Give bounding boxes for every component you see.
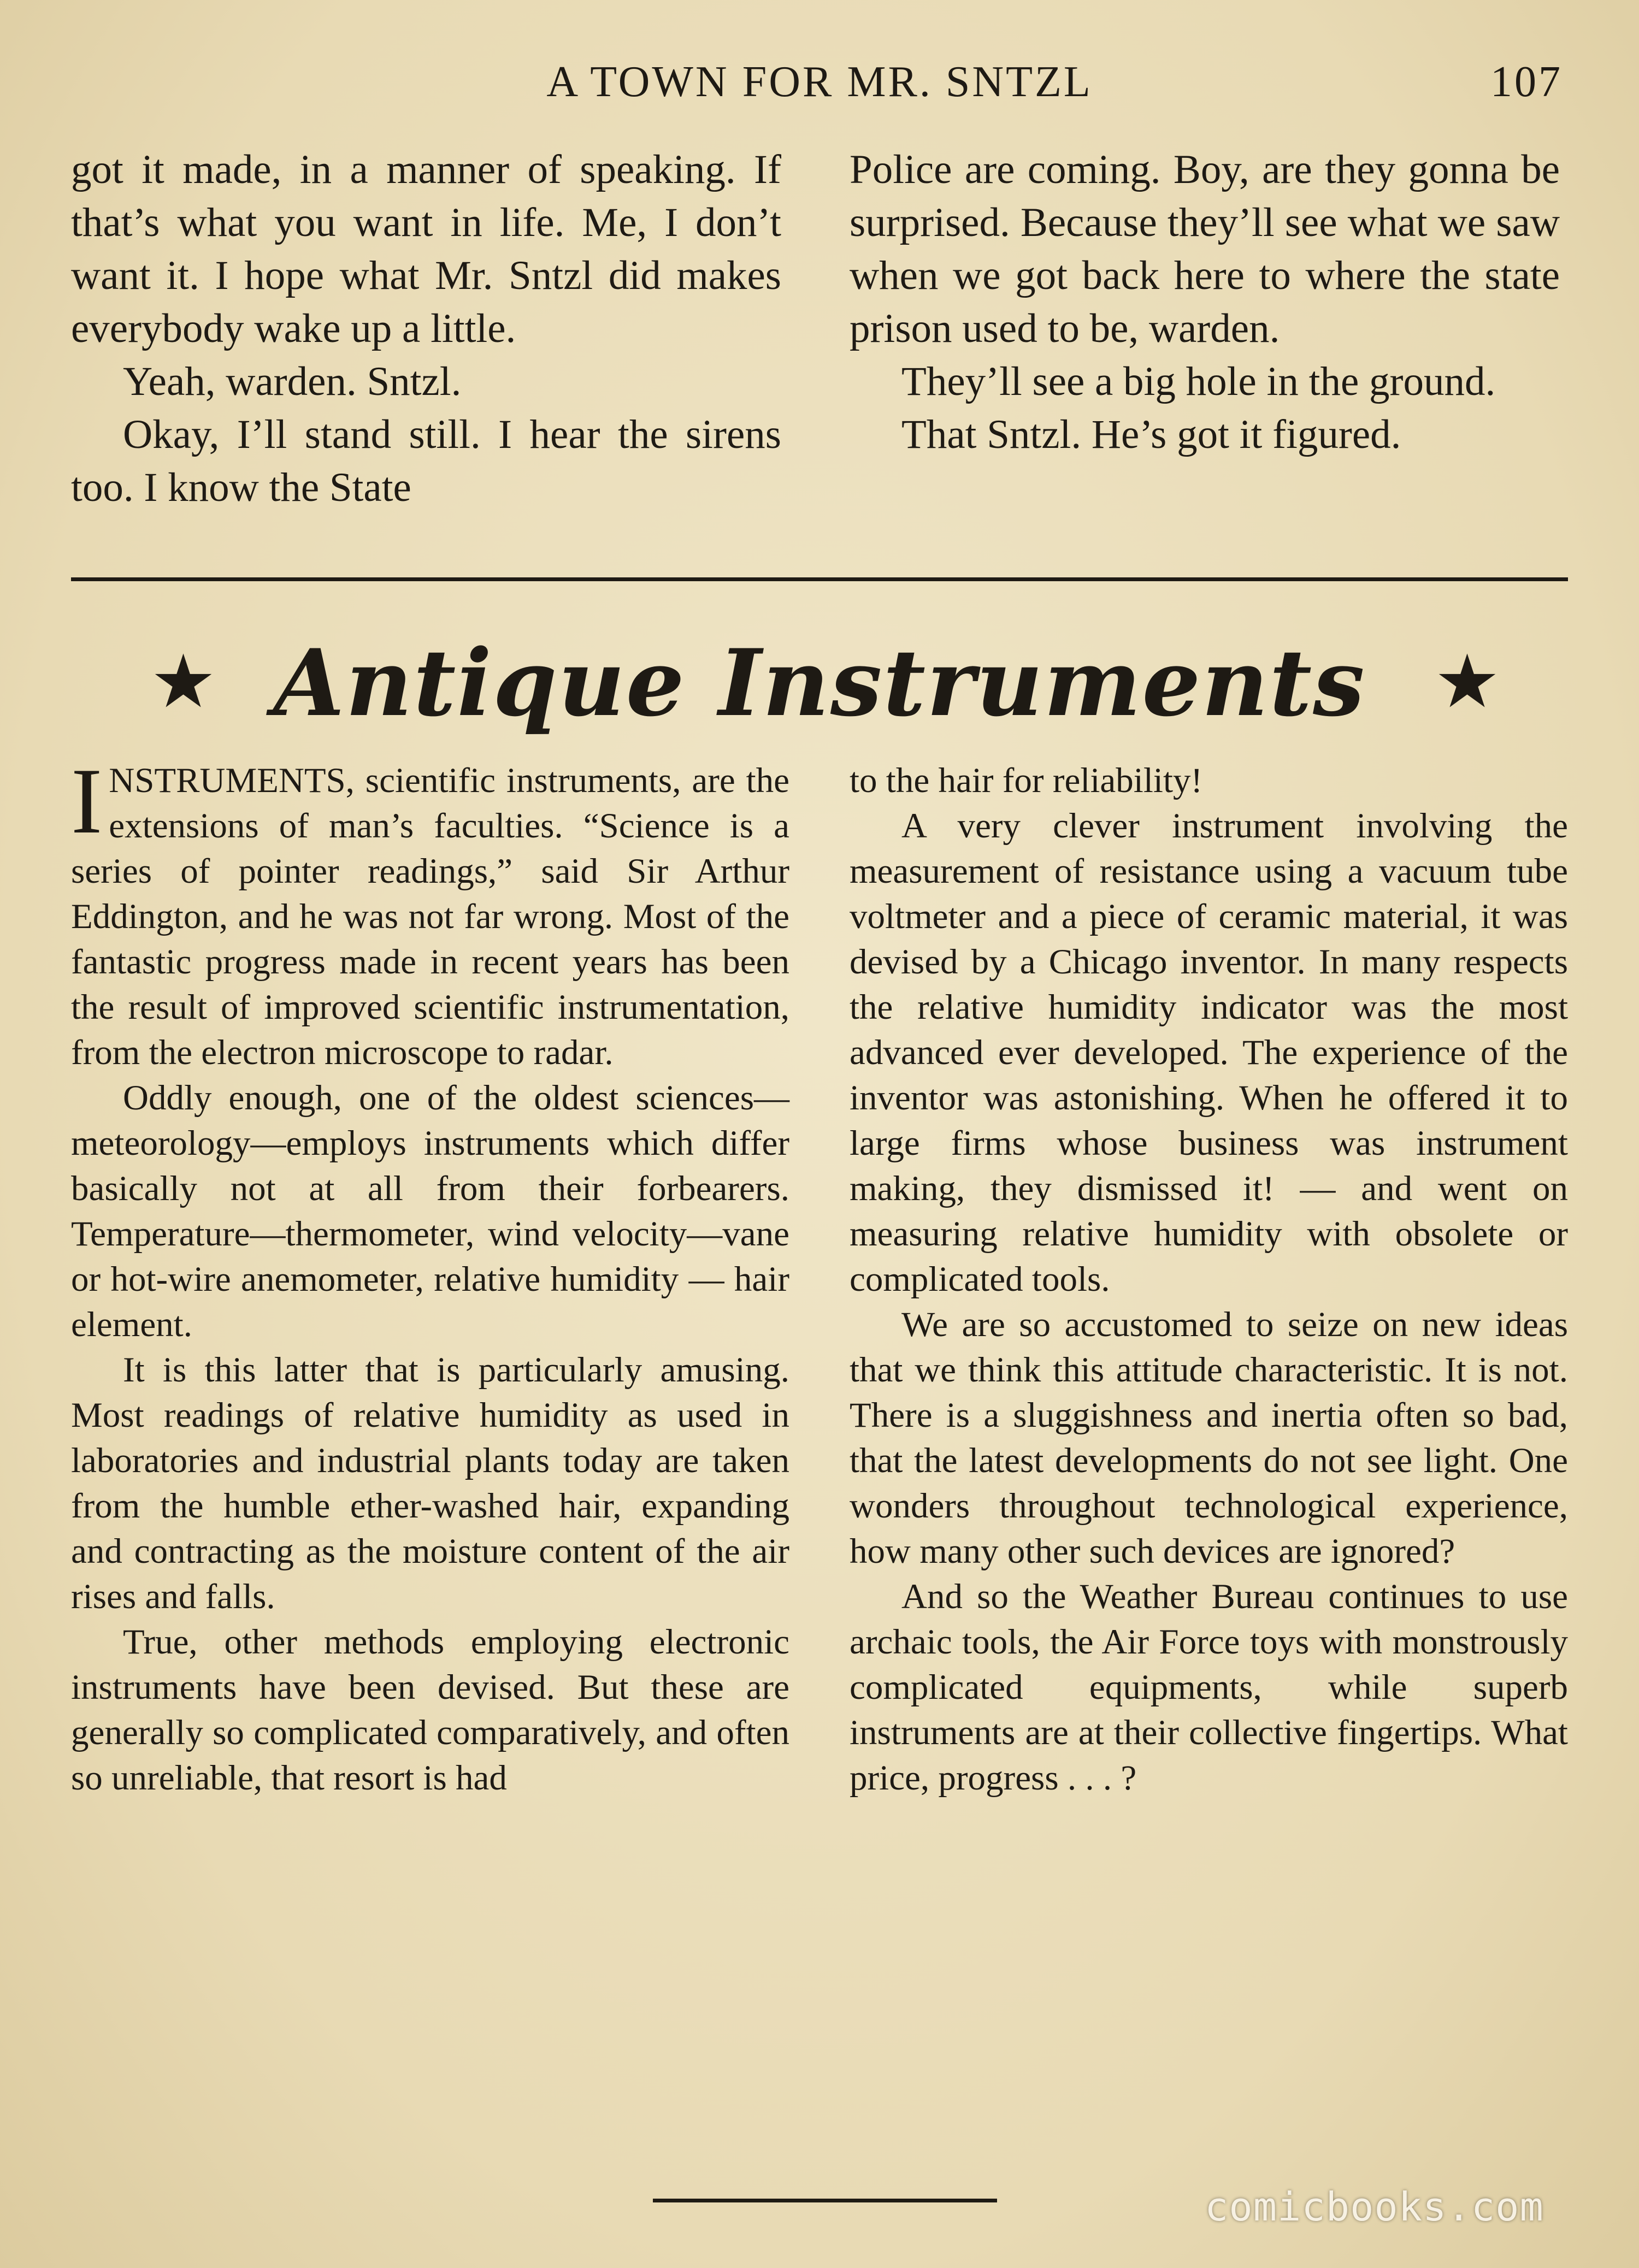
article-paragraph: to the hair for reliability! — [850, 761, 1203, 800]
star-icon: ★ — [150, 642, 217, 723]
story-column-right — [850, 143, 1560, 461]
story-paragraph: That Sntzl. He’s got it figured. — [901, 412, 1401, 457]
section-divider — [71, 577, 1568, 581]
article-paragraph — [71, 749, 789, 1076]
story-paragraph: Okay, I’ll stand still. I hear the sirens too. I know the State — [71, 412, 781, 510]
star-icon: ★ — [1434, 642, 1501, 723]
article-paragraph: A very clever instrument involving the measurement of resistance using a vacuum tube voltmeter and a piece of ceramic material, it was devised by a Chicago inventor. In many respects the relative humidity indicator was the most advanced ever developed. The experience of the inventor was astonishing. When he offered it to large firms whose business was instrument making, they dismissed it! — and went on measuring relative humidity with obsolete or complicated tools. — [850, 806, 1568, 1299]
story-paragraph: got it made, in a manner of speaking. If that’s what you want in life. Me, I don’t want it. I hope what Mr. Sntzl did makes everybody wake up a little. — [71, 147, 781, 351]
page-number: 107 — [1490, 58, 1563, 106]
article-column-right — [850, 758, 1568, 1801]
running-title: A TOWN FOR MR. SNTZL — [546, 58, 1093, 106]
story-paragraph: Police are coming. Boy, are they gonna be surprised. Because they’ll see what we saw when we got back here to where the state prison used to be, warden. — [850, 147, 1560, 351]
article-lead-text: NSTRUMENTS, scientific instruments, are the extensions of man’s faculties. “Science is a series of pointer readings,” said Sir Arthur Eddington, and he was not far wrong. Most of the fantastic progress made in recent years has been the result of improved scientific instrumentation, from the electron microscope to radar. — [71, 761, 789, 1072]
article-paragraph: It is this latter that is particularly amusing. Most readings of relative humidity as used in laboratories and industrial plants today are taken from the humble ether-washed hair, expanding and contracting as the moisture content of the air rises and falls. — [71, 1350, 789, 1616]
story-paragraph: Yeah, warden. Sntzl. — [123, 359, 462, 404]
running-header — [0, 52, 1639, 112]
watermark: comicbooks.com — [1205, 2184, 1544, 2230]
story-column-left — [71, 143, 781, 514]
article-paragraph: True, other methods employing electronic instruments have been devised. But these are generally so complicated comparatively, and often so unreliable, that resort is had — [71, 1622, 789, 1798]
article-paragraph: And so the Weather Bureau continues to use archaic tools, the Air Force toys with monstrously complicated equipments, while superb instruments are at their collective fingertips. What price, progress . . . ? — [850, 1577, 1568, 1798]
article-column-left — [71, 749, 789, 1801]
article-paragraph: Oddly enough, one of the oldest sciences—meteorology—employs instruments which differ basically not at all from their forbearers. Temperature—thermometer, wind velocity—vane or hot-wire anemometer, relative humidity — hair element. — [71, 1078, 789, 1344]
drop-cap: I — [71, 749, 103, 853]
end-rule — [653, 2199, 997, 2202]
article-paragraph: We are so accustomed to seize on new ideas that we think this attitude characteristic. It is not. There is a sluggishness and inertia often so bad, that the latest developments do not see light. One wonders throughout technological experience, how many other such devices are ignored? — [850, 1305, 1568, 1571]
story-paragraph: They’ll see a big hole in the ground. — [901, 359, 1496, 404]
article-title: Antique Instruments — [273, 629, 1366, 737]
